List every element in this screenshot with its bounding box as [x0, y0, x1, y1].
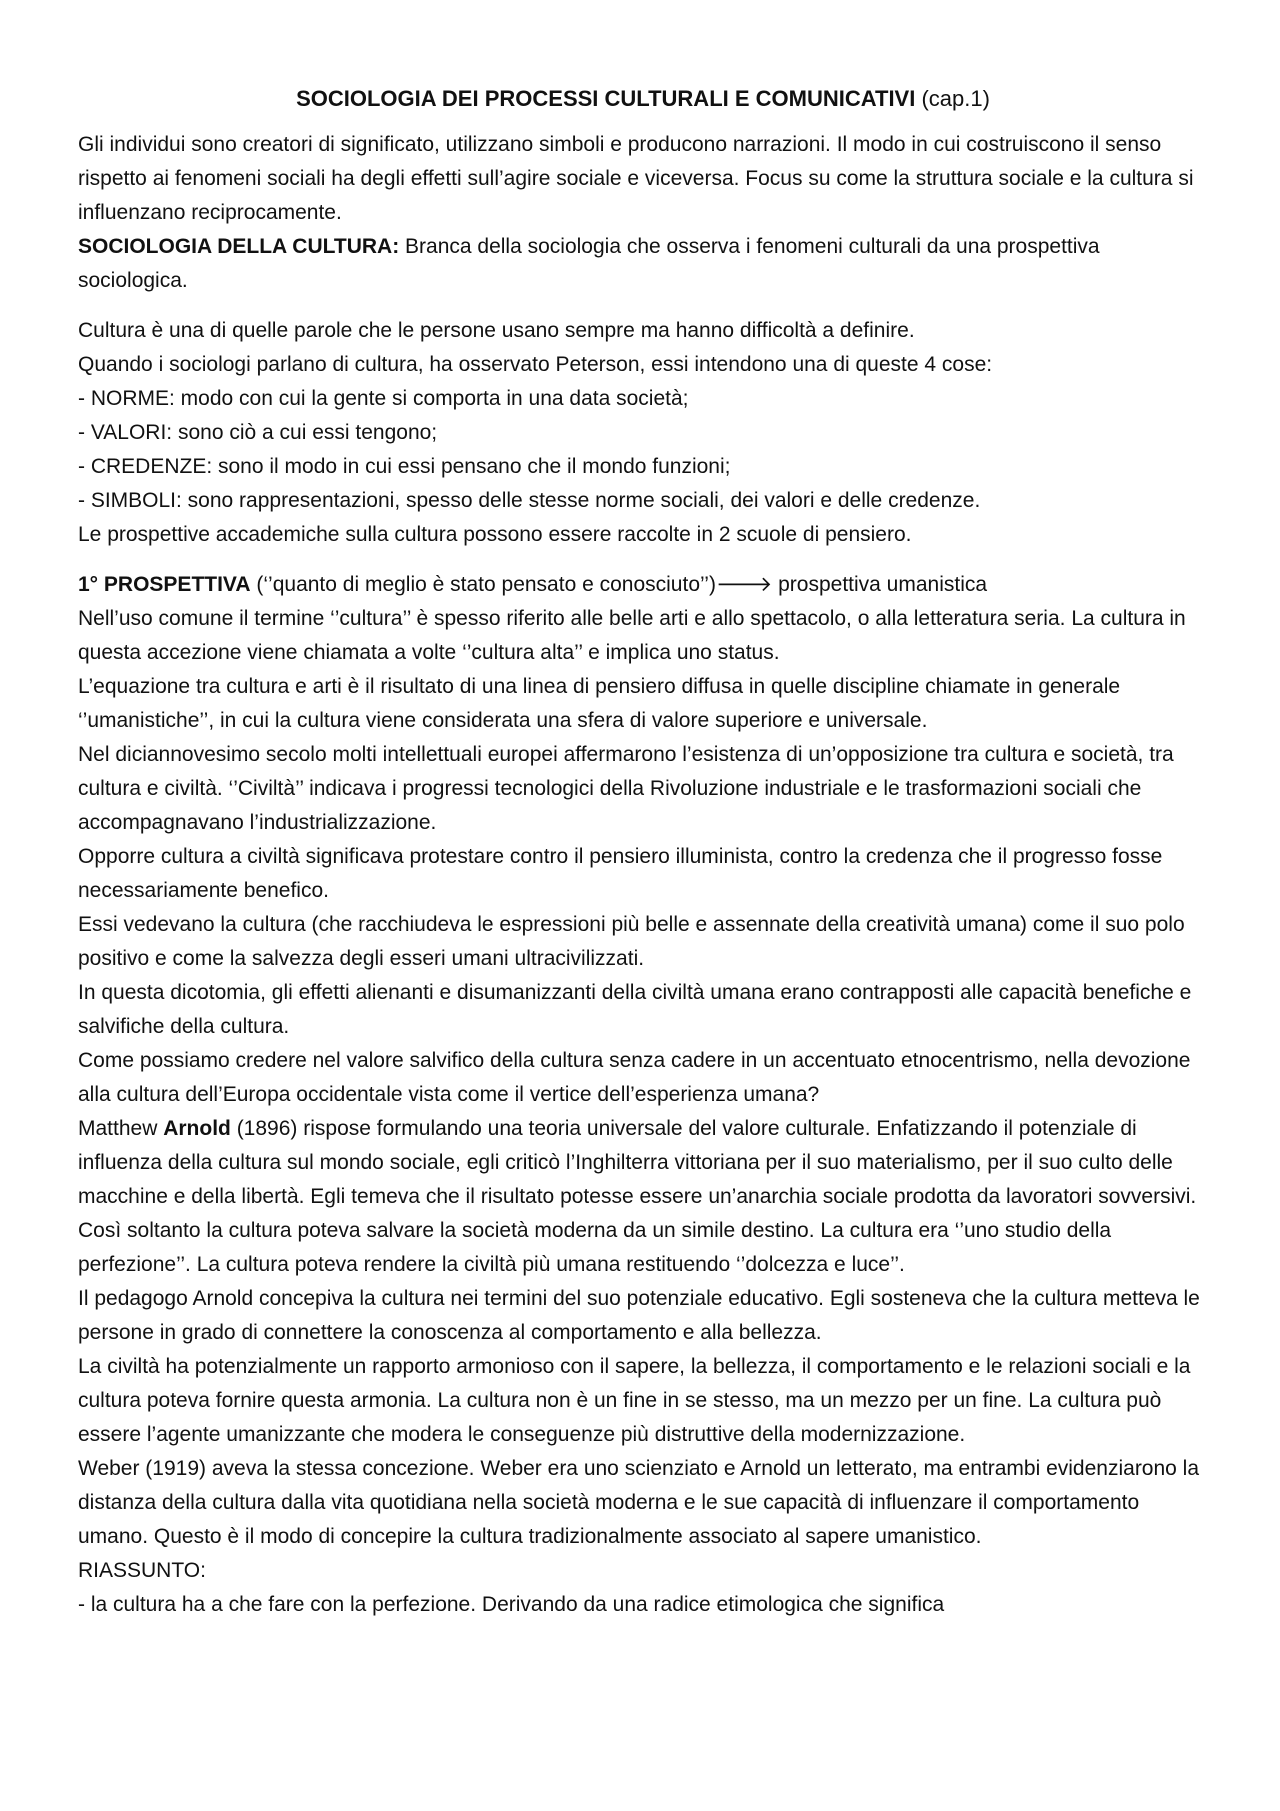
- title-main: SOCIOLOGIA DEI PROCESSI CULTURALI E COMUNICATIVI: [296, 86, 916, 111]
- perspective-paragraph-6: In questa dicotomia, gli effetti alienanti e disumanizzanti della civiltà umana erano contrapposti alle capacità benefiche e salvifiche della cultura.: [78, 981, 1192, 1038]
- perspective-paragraph-5: Essi vedevano la cultura (che racchiudeva le espressioni più belle e assennate della creatività umana) come il suo polo positivo e come la salvezza degli esseri umani ultracivilizzati.: [78, 913, 1185, 970]
- arrow-right-icon: 🡒: [715, 573, 773, 596]
- definition-term: SOCIOLOGIA DELLA CULTURA:: [78, 235, 400, 258]
- arnold-name: Arnold: [163, 1117, 231, 1140]
- page-title: [78, 84, 1208, 114]
- pedagogy-paragraph: Il pedagogo Arnold concepiva la cultura nei termini del suo potenziale educativo. Egli sosteneva che la cultura metteva le persone in grado di connettere la conoscenza al comportamento e alla bellezza.: [78, 1287, 1200, 1344]
- harmony-paragraph: La civiltà ha potenzialmente un rapporto armonioso con il sapere, la bellezza, il comportamento e le relazioni sociali e la cultura poteva fornire questa armonia. La cultura non è un fine in se stesso, ma un mezzo per un fine. La cultura può essere l’agente umanizzante che modera le conseguenze più distruttive della modernizzazione.: [78, 1355, 1191, 1446]
- title-chapter: (cap.1): [915, 86, 990, 111]
- culture-line-3: Le prospettive accademiche sulla cultura possono essere raccolte in 2 scuole di pensiero.: [78, 523, 912, 546]
- list-item-valori: - VALORI: sono ciò a cui essi tengono;: [78, 421, 438, 444]
- definition-paragraph: [78, 230, 1208, 298]
- perspective-paragraph-2: L’equazione tra cultura e arti è il risultato di una linea di pensiero diffusa in quelle discipline chiamate in generale ‘’umanistiche’’, in cui la cultura viene considerata una sfera di valore superiore e universale.: [78, 675, 1121, 732]
- intro-paragraph: Gli individui sono creatori di significato, utilizzano simboli e producono narrazioni. Il modo in cui costruiscono il senso rispetto ai fenomeni sociali ha degli effetti sull’agire sociale e viceversa. Focus su come la struttura sociale e la cultura si influenzano reciprocamente.: [78, 133, 1194, 224]
- perspective-paragraph-1: Nell’uso comune il termine ‘’cultura’’ è spesso riferito alle belle arti e allo spettacolo, o alla letteratura seria. La cultura in questa accezione viene chiamata a volte ‘’cultura alta’’ e implica uno status.: [78, 607, 1186, 664]
- definition-text: Branca della sociologia che osserva i fenomeni culturali da una prospettiva sociologica.: [78, 235, 1100, 292]
- summary-heading: RIASSUNTO:: [78, 1559, 206, 1582]
- arnold-prefix: Matthew: [78, 1117, 164, 1140]
- arnold-text: (1896) rispose formulando una teoria universale del valore culturale. Enfatizzando il potenziale di influenza della cultura sul mondo sociale, egli criticò l’Inghilterra vittoriana per il suo materialismo, per il suo culto delle macchine e della libertà. Egli temeva che il risultato potesse essere un’anarchia sociale prodotta da lavoratori sovversivi. Così soltanto la cultura poteva salvare la società moderna da un simile destino. La cultura era ‘’uno studio della perfezione’’. La cultura poteva rendere la civiltà più umana restituendo ‘’dolcezza e luce’’.: [78, 1117, 1197, 1276]
- perspective-paragraph-7: Come possiamo credere nel valore salvifico della cultura senza cadere in un accentuato etnocentrismo, nella devozione alla cultura dell’Europa occidentale vista come il vertice dell’esperienza umana?: [78, 1049, 1191, 1106]
- perspective-heading: 1° PROSPETTIVA: [78, 573, 251, 596]
- perspective-quote: (‘’quanto di meglio è stato pensato e conosciuto’’): [250, 573, 716, 596]
- perspective-label: prospettiva umanistica: [772, 573, 988, 596]
- perspective-heading-line: [78, 568, 1208, 602]
- perspective-paragraph-3: Nel diciannovesimo secolo molti intellettuali europei affermarono l’esistenza di un’opposizione tra cultura e società, tra cultura e civiltà. ‘’Civiltà’’ indicava i progressi tecnologici della Rivoluzione industriale e le trasformazioni sociali che accompagnavano l’industrializzazione.: [78, 743, 1174, 834]
- list-item-credenze: - CREDENZE: sono il modo in cui essi pensano che il mondo funzioni;: [78, 455, 731, 478]
- culture-line-2: Quando i sociologi parlano di cultura, ha osservato Peterson, essi intendono una di queste 4 cose:: [78, 353, 993, 376]
- summary-item: - la cultura ha a che fare con la perfezione. Derivando da una radice etimologica che significa: [78, 1593, 945, 1616]
- list-item-simboli: - SIMBOLI: sono rappresentazioni, spesso delle stesse norme sociali, dei valori e delle credenze.: [78, 489, 981, 512]
- list-item-norme: - NORME: modo con cui la gente si comporta in una data società;: [78, 387, 689, 410]
- arnold-paragraph: [78, 1112, 1208, 1282]
- weber-paragraph: Weber (1919) aveva la stessa concezione. Weber era uno scienziato e Arnold un letterato, ma entrambi evidenziarono la distanza della cultura dalla vita quotidiana nella società moderna e le sue capacità di influenzare il comportamento umano. Questo è il modo di concepire la cultura tradizionalmente associato al sapere umanistico.: [78, 1457, 1200, 1548]
- document-page: [78, 84, 1208, 1622]
- culture-line-1: Cultura è una di quelle parole che le persone usano sempre ma hanno difficoltà a definire.: [78, 319, 915, 342]
- perspective-paragraph-4: Opporre cultura a civiltà significava protestare contro il pensiero illuminista, contro la credenza che il progresso fosse necessariamente benefico.: [78, 845, 1163, 902]
